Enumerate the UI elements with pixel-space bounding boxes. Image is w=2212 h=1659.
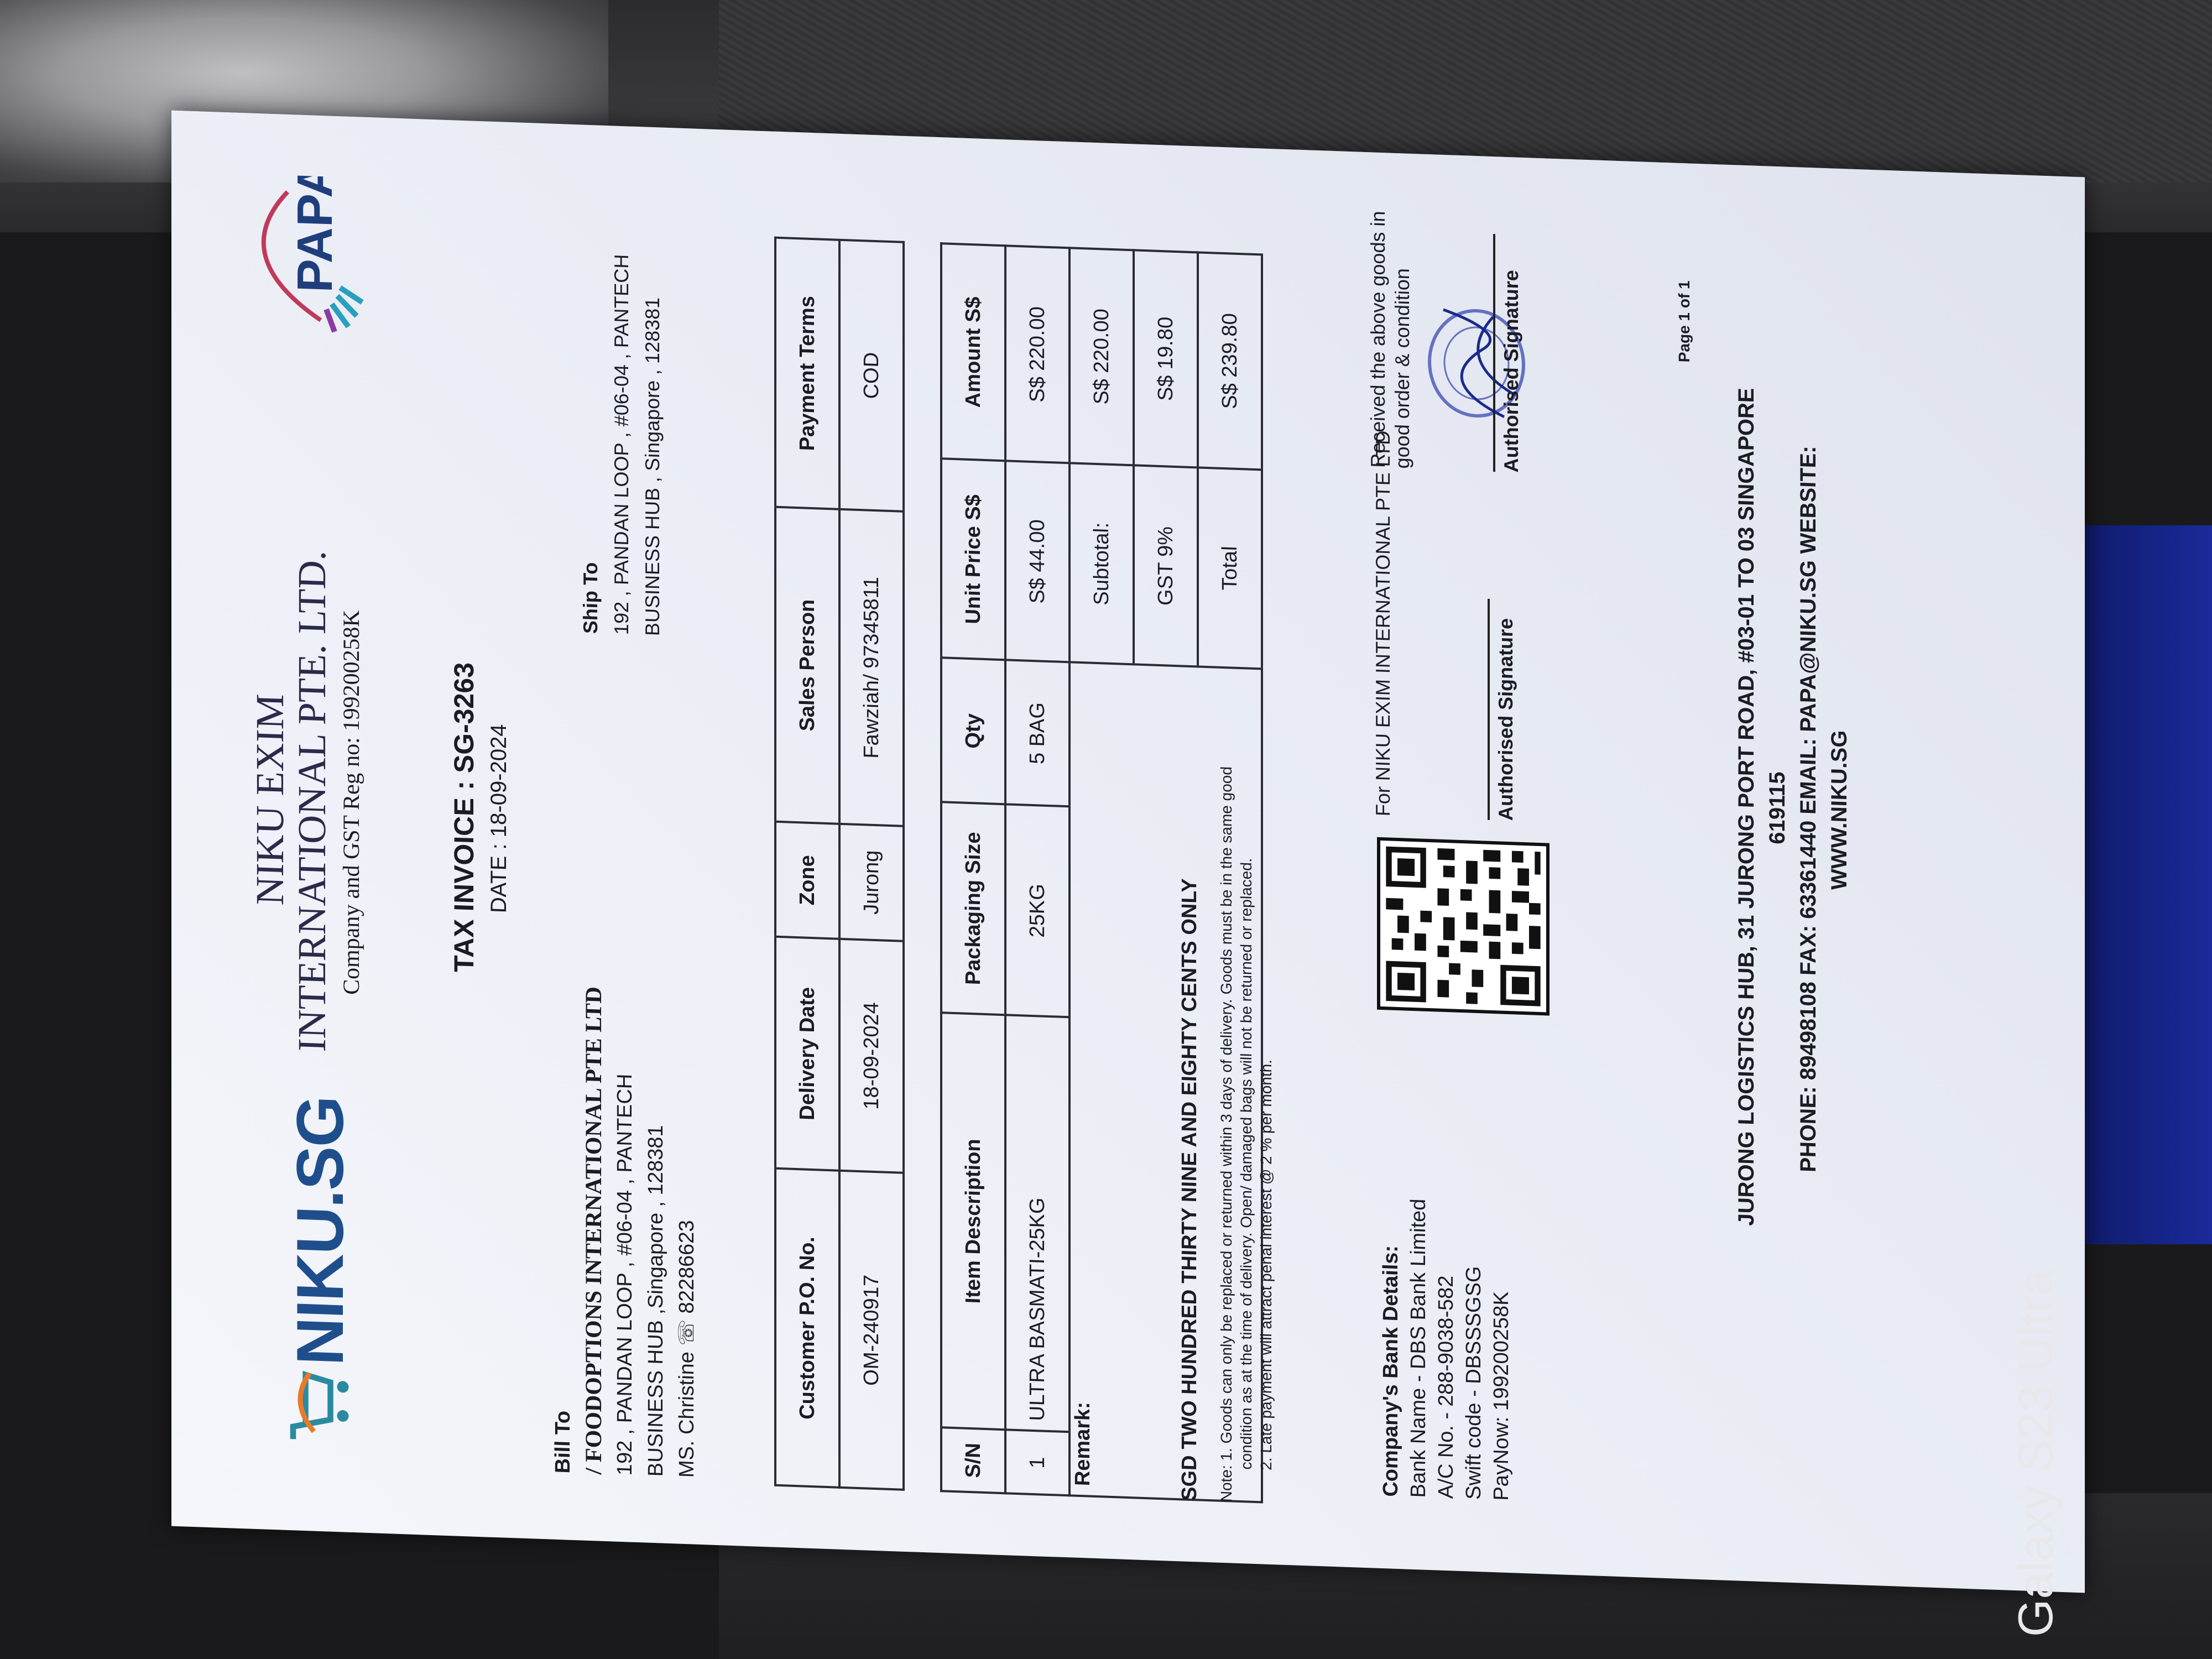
terms-notes [1217, 606, 1276, 1504]
bill-to-contact: MS. Christine ☏ 82286623 [675, 1219, 698, 1478]
amount-in-words: SGD TWO HUNDRED THIRTY NINE AND EIGHTY CENTS ONLY [1178, 878, 1201, 1501]
order-sales-person-value: Fawziah/ 97345811 [839, 509, 904, 826]
shopping-cart-icon [276, 1364, 359, 1449]
bank-heading: Company's Bank Details: [1379, 1245, 1402, 1498]
company-name-line1: NIKU EXIM [248, 693, 292, 906]
item-amount: S$ 220.00 [1005, 246, 1070, 463]
order-payment-terms-value: COD [839, 240, 904, 512]
bank-details [1377, 1054, 1515, 1501]
page-number: Page 1 of 1 [1676, 280, 1693, 363]
blue-object [2068, 525, 2212, 1244]
footer-address [1731, 364, 1855, 1253]
items-header-sn: S/N [941, 1428, 1005, 1494]
order-header-sales-person: Sales Person [775, 507, 839, 823]
order-info-row [839, 240, 904, 1490]
order-header-delivery-date: Delivery Date [775, 936, 839, 1171]
gst-value: S$ 19.80 [1134, 250, 1198, 467]
gst-label: GST 9% [1134, 465, 1198, 666]
bank-swift: Swift code - DBSSSGSG [1462, 1265, 1485, 1500]
note-line2: condition as at the time of delivery. Open/ damaged bags will not be returned or replaced. [1238, 857, 1255, 1470]
company-name-line2: INTERNATIONAL PTE. LTD. [290, 549, 334, 1053]
items-header-packaging: Packaging Size [941, 802, 1005, 1015]
ship-to-block [575, 246, 668, 637]
item-sn: 1 [1005, 1430, 1070, 1496]
subtotal-value: S$ 220.00 [1070, 248, 1134, 465]
qr-code-icon [1380, 841, 1546, 1012]
bill-to-customer: / FOODOPTIONS INTERNATIONAL PTE LTD [581, 986, 607, 1475]
items-header-qty: Qty [941, 658, 1005, 804]
received-goods-text: Received the above goods in good order & condition [1366, 210, 1413, 469]
items-header-description: Item Description [941, 1013, 1005, 1430]
bill-to-address1: 192 , PANDAN LOOP , #06-04 , PANTECH [613, 1073, 637, 1476]
items-header-unit-price: Unit Price S$ [941, 458, 1005, 660]
order-header-payment-terms: Payment Terms [775, 238, 839, 509]
subtotal-label: Subtotal: [1070, 463, 1134, 664]
item-packaging: 25KG [1005, 804, 1070, 1017]
items-table [940, 242, 1263, 1503]
table-row [1005, 246, 1070, 1495]
invoice-title: TAX INVOICE : SG-3263 [448, 661, 479, 973]
note-line1: Note: 1. Goods can only be replaced or returned within 3 days of delivery. Goods must be in the same good [1218, 766, 1235, 1503]
papa-logo [238, 174, 382, 345]
total-label: Total [1198, 468, 1262, 669]
order-info-table [774, 237, 905, 1491]
item-qty: 5 BAG [1005, 660, 1070, 806]
niku-logo [243, 1095, 371, 1450]
bill-to-label: Bill To [551, 1410, 575, 1474]
authorised-signature-company: Authorised Signature [1488, 599, 1517, 821]
bill-to-block [547, 975, 702, 1478]
invoice-date: DATE : 18-09-2024 [487, 723, 511, 914]
item-description: ULTRA BASMATI-25KG [1005, 1015, 1070, 1432]
invoice-paper [171, 111, 2085, 1593]
order-delivery-date-value: 18-09-2024 [839, 939, 904, 1173]
footer-contact-line: PHONE: 89498108 FAX: 63361440 EMAIL: PAPA@NIKU.SG WEBSITE: WWW.NIKU.SG [1796, 445, 1851, 1173]
company-registration: Company and GST Reg no: 199200258K [339, 609, 364, 995]
bank-paynow: PayNow: 199200258K [1490, 1291, 1513, 1501]
authorised-signature-customer: Authorised Signature [1493, 234, 1523, 473]
bank-name: Bank Name - DBS Bank Limited [1407, 1198, 1430, 1499]
items-header-amount: Amount S$ [941, 243, 1005, 461]
note-line3: 2. Late payment will attract penal interest @ 2 % per month. [1258, 1059, 1275, 1471]
ship-to-address2: BUSINESS HUB , Singapore , 128381 [641, 296, 664, 637]
footer-address-line: JURONG LOGISTICS HUB, 31 JURONG PORT ROAD, #03-01 TO 03 SINGAPORE 619115 [1734, 387, 1790, 1227]
qr-code [1377, 837, 1550, 1016]
bill-to-address2: BUSINESS HUB ,Singapore , 128381 [644, 1124, 667, 1477]
order-po-value: OM-240917 [839, 1171, 904, 1490]
niku-logo-text: NIKU.SG [283, 1095, 357, 1367]
subtotal-row [1070, 248, 1134, 1498]
for-company-text: For NIKU EXIM INTERNATIONAL PTE LTD [1371, 430, 1394, 817]
camera-watermark: Galaxy S23 Ultra [2008, 1269, 2063, 1637]
svg-text:PAPA: PAPA [288, 173, 343, 294]
ship-to-label: Ship To [579, 562, 602, 634]
papa-logo-icon [238, 174, 382, 345]
ship-to-address1: 192 , PANDAN LOOP , #06-04 , PANTECH [610, 253, 633, 635]
remark-cell: Remark: [1070, 662, 1262, 1503]
item-unit-price: S$ 44.00 [1005, 461, 1070, 662]
order-header-zone: Zone [775, 822, 839, 939]
bank-account: A/C No. - 288-9038-582 [1434, 1275, 1458, 1499]
items-header-row [941, 243, 1005, 1493]
total-value: S$ 239.80 [1198, 252, 1262, 469]
order-info-header-row [775, 238, 839, 1488]
order-zone-value: Jurong [839, 824, 904, 941]
company-header [249, 467, 365, 1134]
order-header-po: Customer P.O. No. [775, 1168, 839, 1488]
